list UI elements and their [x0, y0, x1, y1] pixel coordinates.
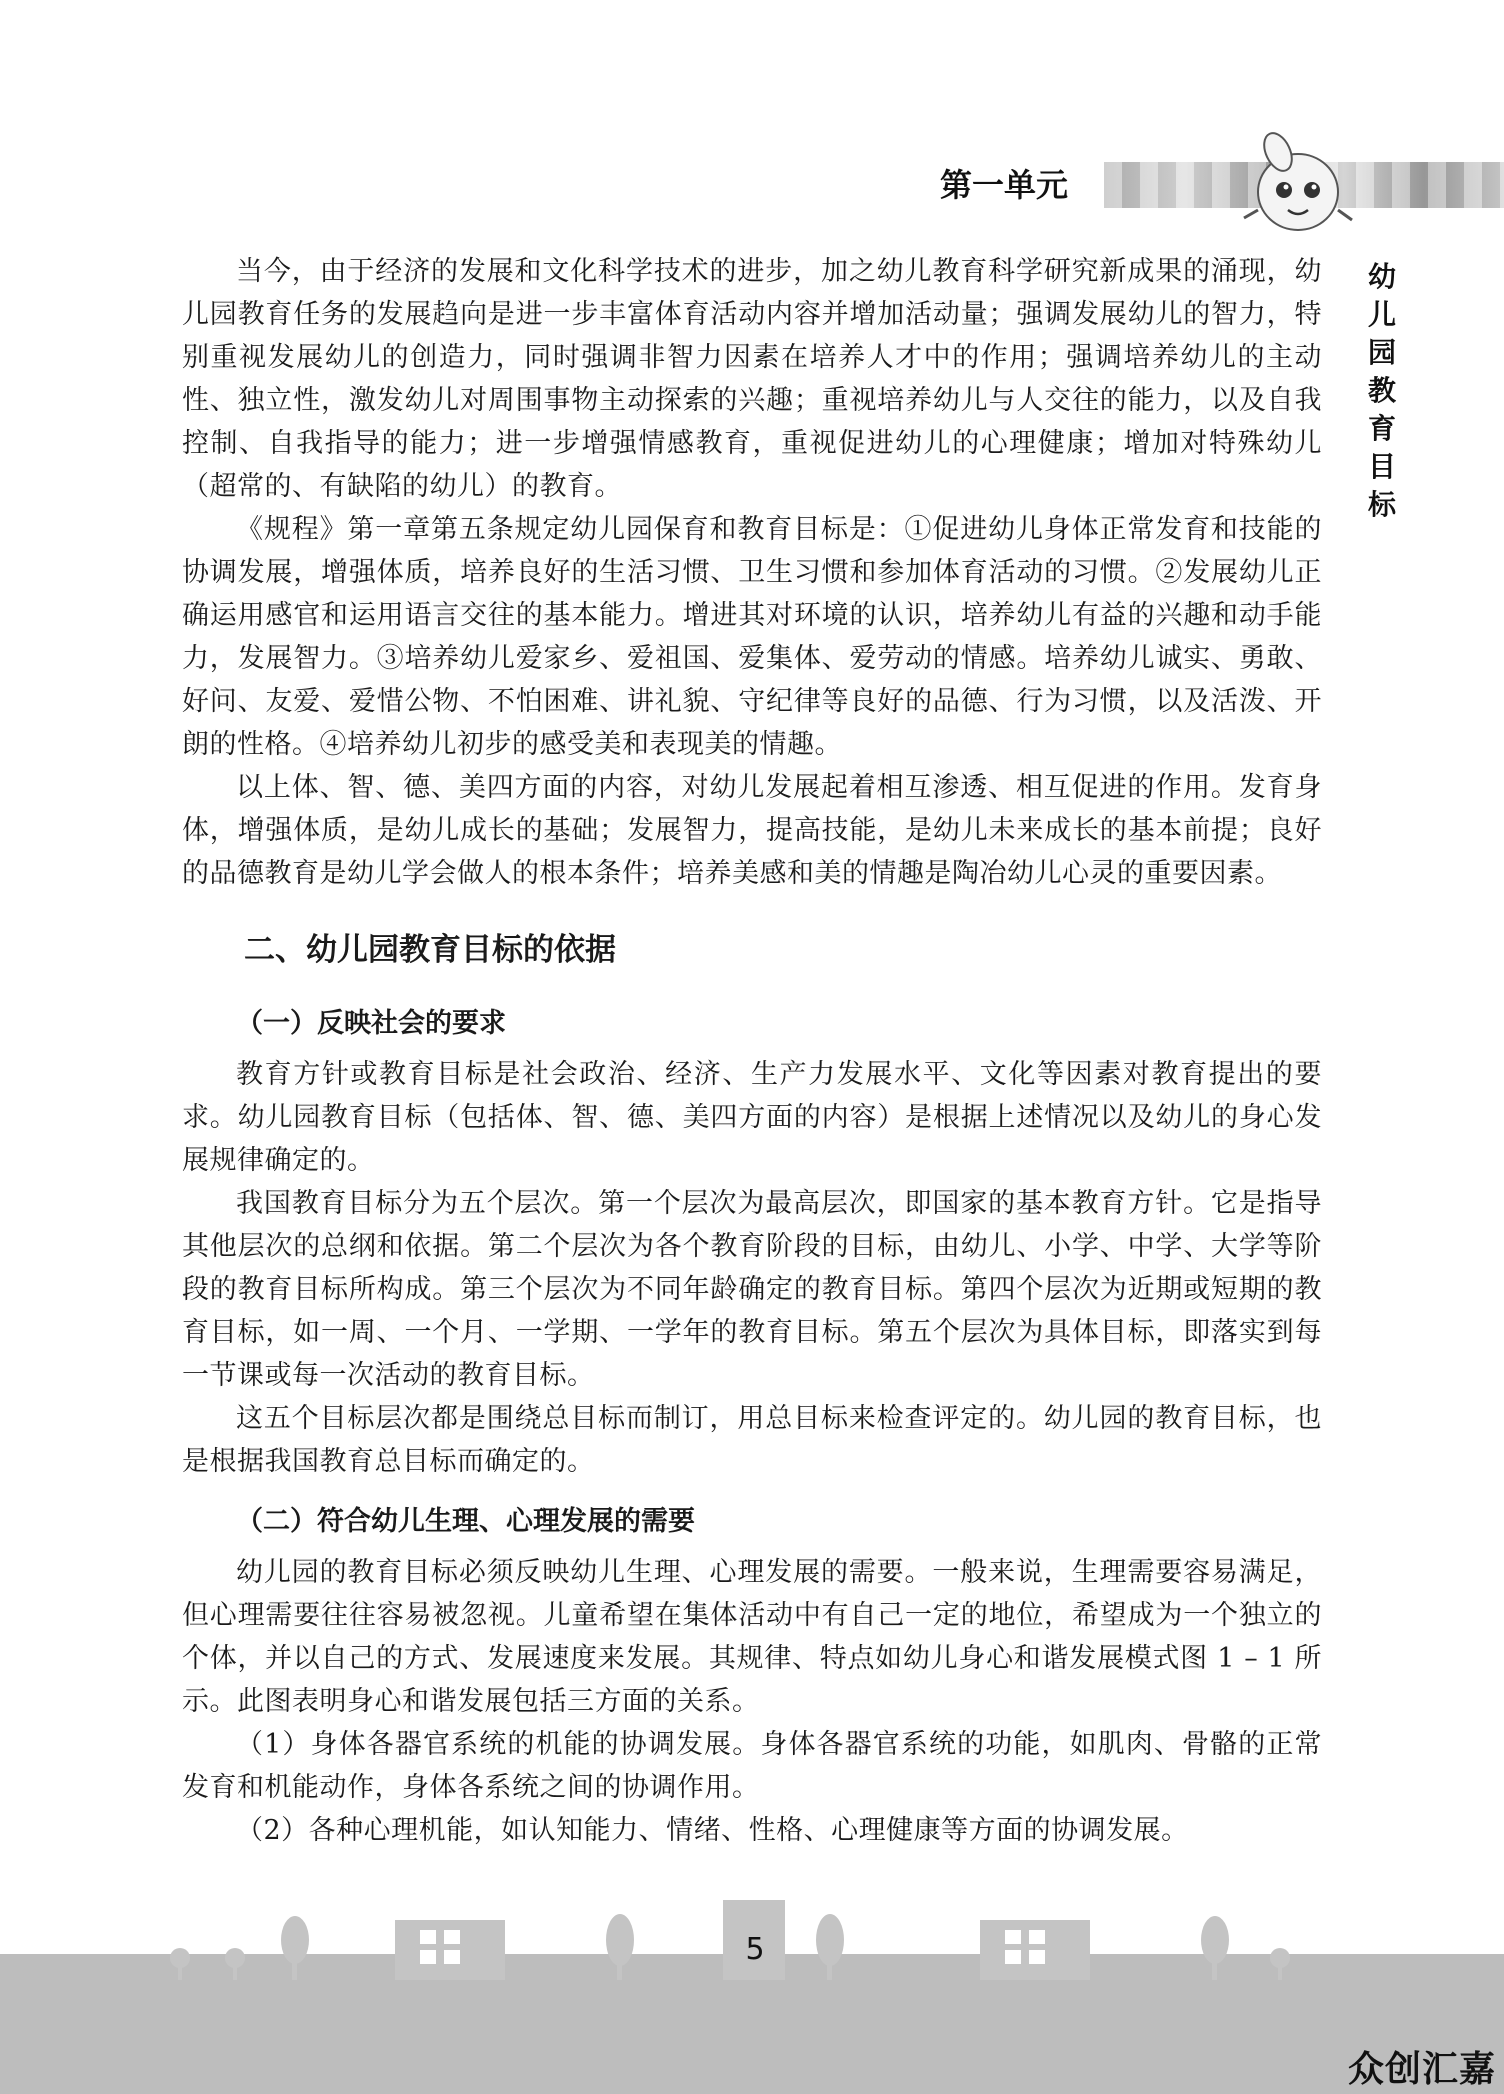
paragraph: 教育方针或教育目标是社会政治、经济、生产力发展水平、文化等因素对教育提出的要求。幼儿园教育目标（包括体、智、德、美四方面的内容）是根据上述情况以及幼儿的身心发展规律确定的。 [182, 1059, 1322, 1176]
paragraph: 这五个目标层次都是围绕总目标而制订，用总目标来检查评定的。幼儿园的教育目标，也是根据我国教育总目标而确定的。 [182, 1403, 1322, 1477]
paragraph: 当今，由于经济的发展和文化科学技术的进步，加之幼儿教育科学研究新成果的涌现，幼儿园教育任务的发展趋向是进一步丰富体育活动内容并增加活动量；强调发展幼儿的智力，特别重视发展幼儿的创造力，同时强调非智力因素在培养人才中的作用；强调培养幼儿的主动性、独立性，激发幼儿对周围事物主动探索的兴趣；重视培养幼儿与人交往的能力，以及自我控制、自我指导的能力；进一步增强情感教育，重视促进幼儿的心理健康；增加对特殊幼儿（超常的、有缺陷的幼儿）的教育。 [182, 256, 1322, 502]
side-chapter-label: 幼儿园教育目标 [1367, 260, 1396, 521]
page-number: 5 [745, 1932, 765, 1967]
page-content [182, 250, 1322, 1852]
paragraph: 《规程》第一章第五条规定幼儿园保育和教育目标是：①促进幼儿身体正常发育和技能的协调发展，增强体质，培养良好的生活习惯、卫生习惯和参加体育活动的习惯。②发展幼儿正确运用感官和运用语言交往的基本能力。增进其对环境的认识，培养幼儿有益的兴趣和动手能力，发展智力。③培养幼儿爱家乡、爱祖国、爱集体、爱劳动的情感。培养幼儿诚实、勇敢、好问、友爱、爱惜公物、不怕困难、讲礼貌、守纪律等良好的品德、行为习惯，以及活泼、开朗的性格。④培养幼儿初步的感受美和表现美的情趣。 [182, 514, 1322, 760]
paragraph: （1）身体各器官系统的机能的协调发展。身体各器官系统的功能，如肌肉、骨骼的正常发育和机能动作，身体各系统之间的协调作用。 [182, 1729, 1322, 1803]
paragraph: 幼儿园的教育目标必须反映幼儿生理、心理发展的需要。一般来说，生理需要容易满足，但心理需要往往容易被忽视。儿童希望在集体活动中有自己一定的地位，希望成为一个独立的个体，并以自己的方式、发展速度来发展。其规律、特点如幼儿身心和谐发展模式图 1 – 1 所示。此图表明身心和谐发展包括三方面的关系。 [182, 1557, 1322, 1717]
paragraph: 我国教育目标分为五个层次。第一个层次为最高层次，即国家的基本教育方针。它是指导其他层次的总纲和依据。第二个层次为各个教育阶段的目标，由幼儿、小学、中学、大学等阶段的教育目标所构成。第三个层次为不同年龄确定的教育目标。第四个层次为近期或短期的教育目标，如一周、一个月、一学期、一学年的教育目标。第五个层次为具体目标，即落实到每一节课或每一次活动的教育目标。 [182, 1188, 1322, 1391]
subsection-heading: （一）反映社会的要求 [236, 1008, 506, 1039]
subsection-heading: （二）符合幼儿生理、心理发展的需要 [236, 1506, 695, 1537]
section-heading: 二、幼儿园教育目标的依据 [244, 932, 616, 968]
watermark-text: 众创汇嘉 [1347, 2049, 1496, 2090]
mascot-icon [1238, 130, 1358, 240]
paragraph: 以上体、智、德、美四方面的内容，对幼儿发展起着相互渗透、相互促进的作用。发育身体，增强体质，是幼儿成长的基础；发展智力，提高技能，是幼儿未来成长的基本前提；良好的品德教育是幼儿学会做人的根本条件；培养美感和美的情趣是陶冶幼儿心灵的重要因素。 [182, 772, 1322, 889]
paragraph: （2）各种心理机能，如认知能力、情绪、性格、心理健康等方面的协调发展。 [236, 1815, 1189, 1846]
unit-title: 第一单元 [940, 166, 1069, 204]
